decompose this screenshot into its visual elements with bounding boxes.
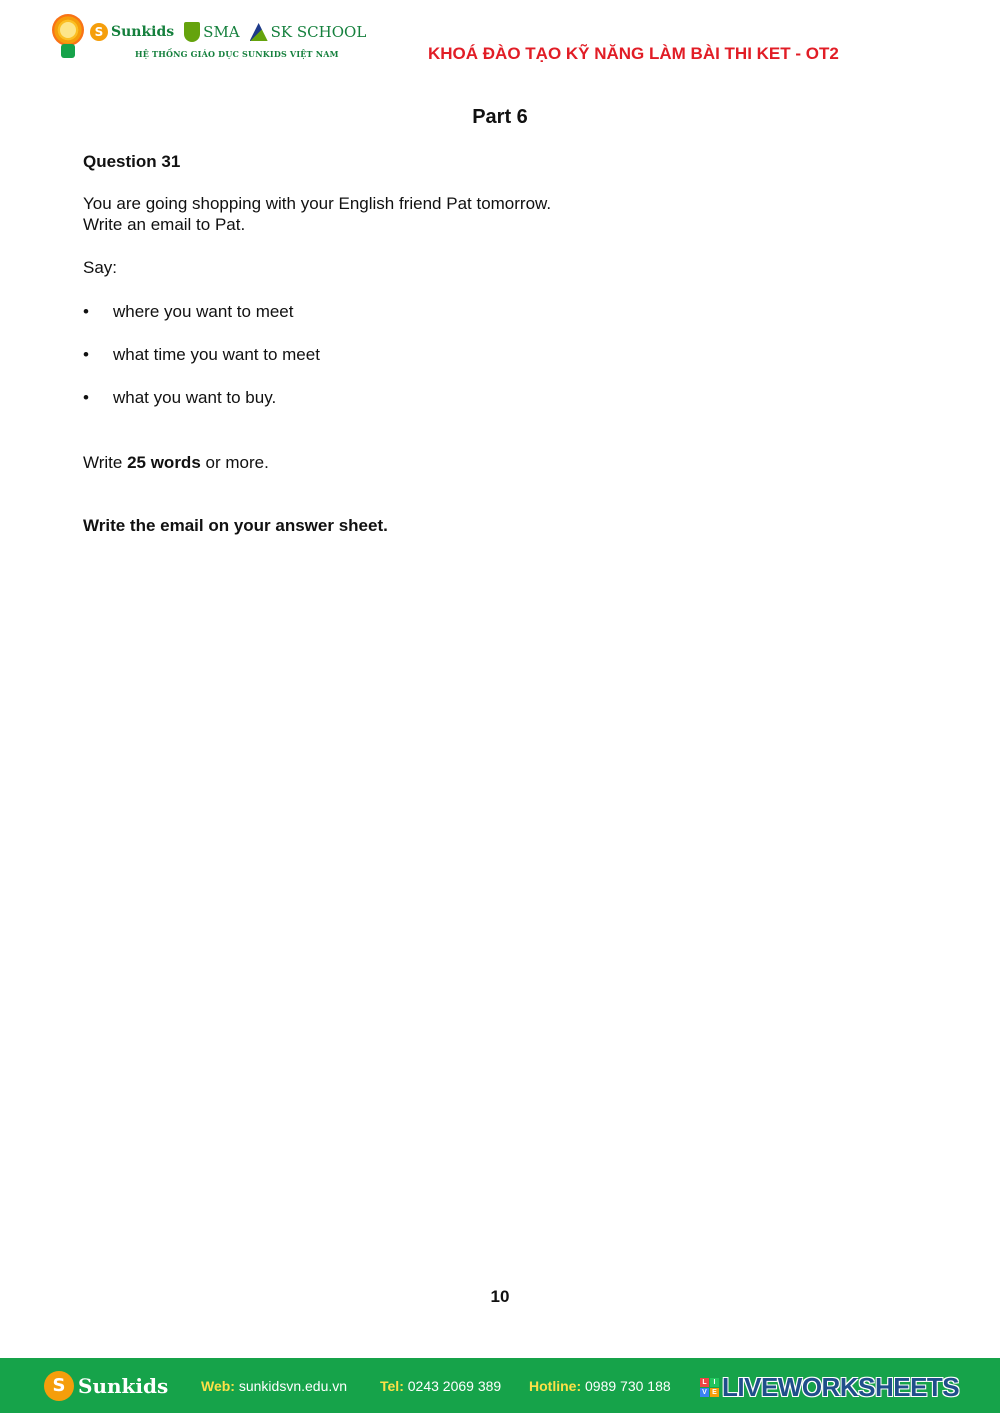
sk-school-emblem-icon (250, 23, 268, 41)
sma-shield-icon (184, 22, 200, 42)
sunkids-s-icon: S (90, 23, 108, 41)
word-count-instruction (83, 453, 269, 473)
word-count-suffix: or more. (200, 453, 269, 472)
page-header (0, 0, 1000, 80)
sma-brand-text: SMA (203, 23, 240, 41)
footer-tel (380, 1378, 501, 1394)
footer-web (201, 1378, 347, 1394)
footer-tel-value: 0243 2069 389 (407, 1378, 502, 1394)
header-tagline: HỆ THỐNG GIÁO DỤC SUNKIDS VIỆT NAM (135, 49, 339, 59)
task-bullet-list (83, 302, 320, 431)
word-count-prefix: Write (83, 453, 128, 472)
part-title: Part 6 (472, 106, 528, 128)
sk-school-brand-text: SK SCHOOL (270, 23, 367, 41)
footer-logo (44, 1371, 168, 1401)
page-footer (0, 1358, 1000, 1413)
page-number: 10 (490, 1287, 510, 1306)
liveworksheets-watermark (700, 1372, 959, 1403)
footer-sunkids-s-icon: S (44, 1371, 74, 1401)
footer-tel-label: Tel: (380, 1378, 404, 1394)
list-item: • what time you want to meet (83, 345, 320, 388)
sun-mascot-logo (52, 14, 84, 60)
footer-web-label: Web: (201, 1378, 235, 1394)
answer-sheet-instruction: Write the email on your answer sheet. (83, 516, 388, 535)
footer-hotline-label: Hotline: (529, 1378, 582, 1394)
say-label: Say: (83, 258, 118, 277)
sunkids-brand (90, 22, 366, 42)
sunkids-brand-text: Sunkids (111, 24, 175, 40)
course-title: KHOÁ ĐÀO TẠO KỸ NĂNG LÀM BÀI THI KET - OT2 (428, 44, 839, 63)
liveworksheets-grid-icon: L I V E (700, 1378, 719, 1397)
footer-brand-text: Sunkids (78, 1374, 169, 1398)
intro-line-1: You are going shopping with your English friend Pat tomorrow. (83, 194, 552, 213)
list-item: • what you want to buy. (83, 388, 320, 431)
footer-hotline (529, 1378, 671, 1394)
liveworksheets-watermark-text: LIVEWORKSHEETS (722, 1372, 960, 1402)
list-item: • where you want to meet (83, 302, 320, 345)
intro-line-2: Write an email to Pat. (83, 215, 246, 234)
footer-hotline-value: 0989 730 188 (585, 1378, 671, 1394)
question-title: Question 31 (83, 152, 181, 171)
word-count-bold: 25 words (127, 453, 201, 472)
footer-web-value: sunkidsvn.edu.vn (238, 1378, 348, 1394)
